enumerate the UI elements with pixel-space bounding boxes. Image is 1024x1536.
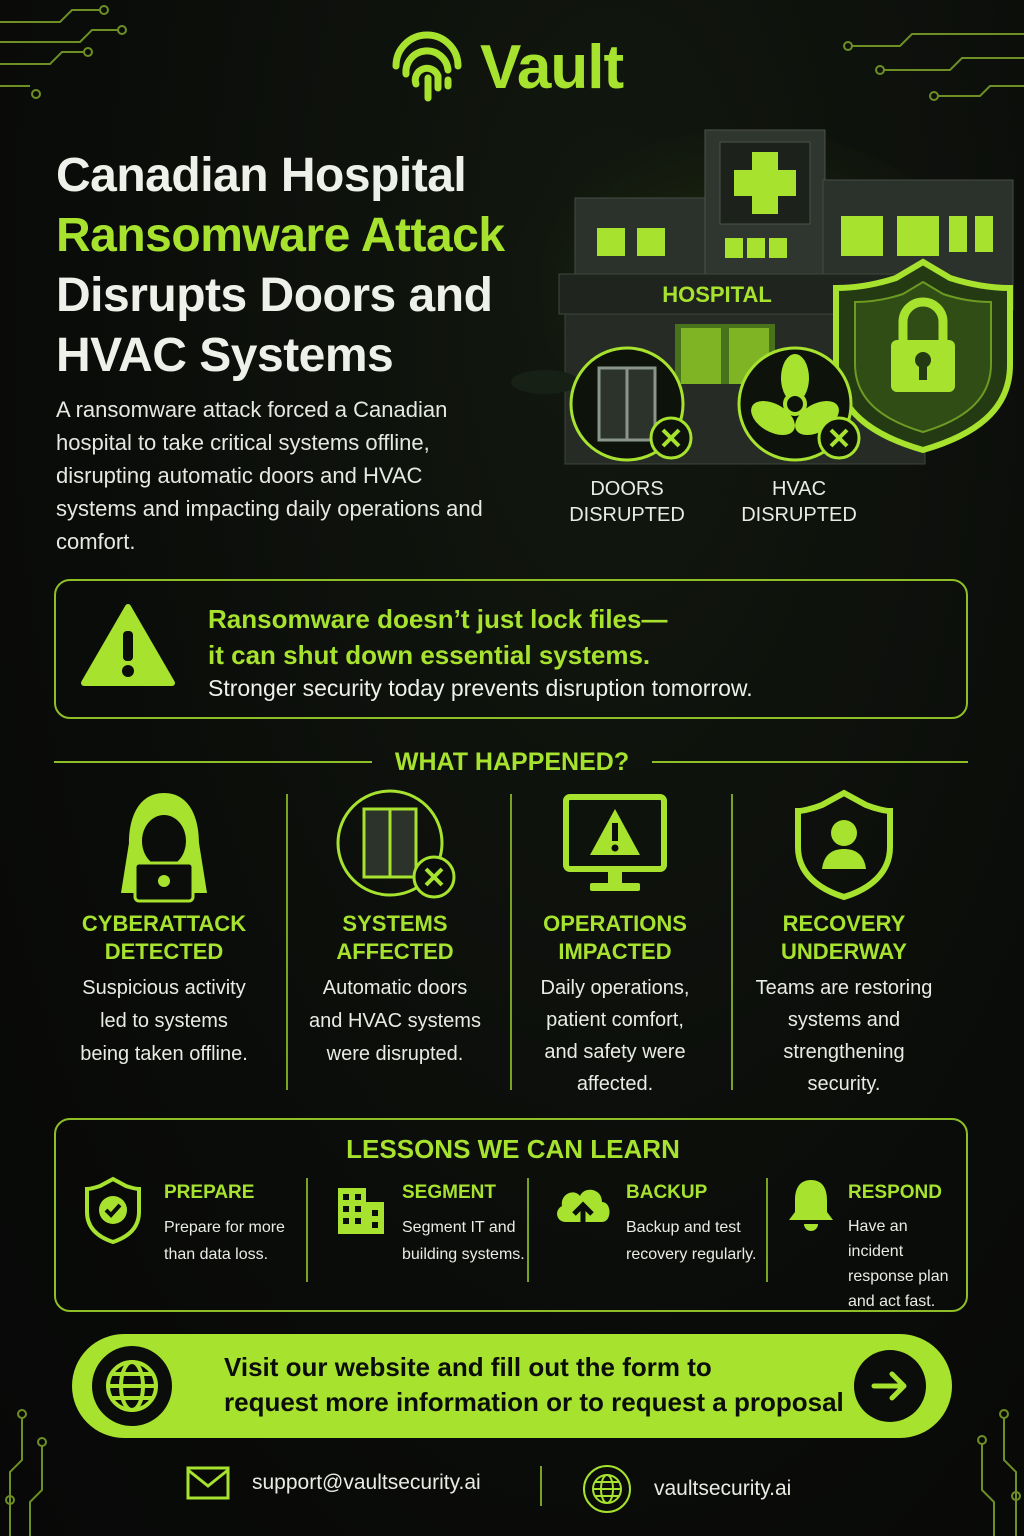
- cta-line-1: Visit our website and fill out the form to: [224, 1352, 712, 1382]
- step-cyberattack-detected: [54, 780, 274, 1071]
- step-operations-impacted: [505, 780, 725, 1100]
- building-icon: [336, 1186, 386, 1236]
- lesson-segment: [402, 1182, 525, 1268]
- lesson-prepare: [164, 1182, 285, 1268]
- doors-label-line-1: DOORS: [590, 478, 664, 500]
- step-text-line: affected.: [576, 1073, 654, 1095]
- lessons-box: [54, 1118, 968, 1312]
- step-text-line: were disrupted.: [326, 1043, 464, 1065]
- lesson-text-line: Backup and test: [626, 1219, 741, 1236]
- alert-subtext: Stronger security today prevents disruption tomorrow.: [208, 675, 753, 701]
- monitor-warning-icon: [560, 793, 670, 897]
- warning-icon: [80, 603, 176, 689]
- step-title-line: IMPACTED: [558, 939, 672, 964]
- lesson-text-line: building systems.: [402, 1246, 525, 1263]
- step-systems-affected: [285, 780, 505, 1071]
- hospital-illustration: [505, 120, 1024, 540]
- globe-icon: [90, 1344, 174, 1428]
- step-text-line: Daily operations,: [540, 977, 690, 999]
- lesson-divider: [527, 1178, 529, 1282]
- alert-heading-line-1: Ransomware doesn’t just lock files—: [208, 604, 668, 634]
- lesson-title: PREPARE: [164, 1182, 255, 1203]
- lesson-text-line: Have an incident: [848, 1218, 908, 1260]
- step-text-line: systems and: [787, 1009, 901, 1031]
- request-proposal-cta[interactable]: [72, 1334, 952, 1438]
- step-text-line: security.: [807, 1073, 881, 1095]
- step-text-line: and HVAC systems: [309, 1010, 481, 1032]
- doors-label-line-2: DISRUPTED: [569, 504, 685, 526]
- brand-logo[interactable]: [388, 28, 623, 106]
- step-text-line: Suspicious activity: [82, 977, 246, 999]
- door-blocked-icon: [330, 785, 460, 905]
- lesson-text-line: Prepare for more: [164, 1219, 285, 1236]
- ransomware-alert-box: [54, 579, 968, 719]
- footer-divider: [540, 1466, 542, 1506]
- lesson-title: RESPOND: [848, 1182, 942, 1203]
- hvac-label-line-1: HVAC: [771, 478, 827, 500]
- hvac-label-line-2: DISRUPTED: [741, 504, 857, 526]
- lesson-text-line: and act fast.: [848, 1293, 936, 1310]
- alert-heading-line-2: it can shut down essential systems.: [208, 640, 651, 670]
- circuit-decoration-top-right: [840, 20, 1024, 120]
- shield-person-icon: [794, 789, 894, 901]
- step-text-line: Teams are restoring: [755, 977, 933, 999]
- step-divider: [731, 794, 733, 1090]
- title-line-4: HVAC Systems: [56, 329, 394, 382]
- lesson-text-line: than data loss.: [164, 1246, 269, 1263]
- cloud-upload-icon: [552, 1182, 614, 1234]
- arrow-right-icon[interactable]: [854, 1350, 926, 1422]
- step-text-line: being taken offline.: [80, 1043, 248, 1065]
- lesson-backup: [626, 1182, 756, 1268]
- circuit-decoration-bottom-left: [0, 1400, 80, 1536]
- step-recovery-underway: [734, 780, 954, 1100]
- page-title: [56, 146, 576, 386]
- lesson-text-line: Segment IT and: [402, 1219, 516, 1236]
- lesson-respond: [848, 1182, 966, 1314]
- what-happened-title: WHAT HAPPENED?: [394, 748, 630, 776]
- footer-website[interactable]: [582, 1464, 791, 1514]
- title-line-1: Canadian Hospital: [56, 149, 467, 202]
- lessons-title: LESSONS WE CAN LEARN: [346, 1134, 680, 1164]
- shield-check-icon: [84, 1176, 142, 1244]
- lesson-title: BACKUP: [626, 1182, 708, 1203]
- step-text-line: patient comfort,: [546, 1009, 684, 1031]
- title-line-2: Ransomware Attack: [56, 209, 505, 262]
- step-text-line: strengthening: [783, 1041, 905, 1063]
- bell-icon: [786, 1176, 836, 1232]
- title-line-3: Disrupts Doors and: [56, 269, 493, 322]
- circuit-decoration-bottom-right: [944, 1400, 1024, 1536]
- website-link[interactable]: vaultsecurity.ai: [654, 1477, 792, 1500]
- lesson-text-line: recovery regularly.: [626, 1246, 757, 1263]
- step-title-line: RECOVERY: [782, 911, 906, 936]
- fingerprint-icon: [388, 28, 466, 106]
- lesson-divider: [766, 1178, 768, 1282]
- step-title-line: OPERATIONS: [543, 911, 687, 936]
- step-title-line: DETECTED: [104, 939, 224, 964]
- brand-name: Vault: [480, 32, 624, 102]
- footer-email[interactable]: [186, 1466, 481, 1500]
- intro-paragraph: A ransomware attack forced a Canadian hospital to take critical systems offline, disrupting automatic doors and HVAC systems and impacting daily operations and comfort.: [56, 397, 483, 554]
- step-title-line: CYBERATTACK: [81, 911, 247, 936]
- step-title-line: AFFECTED: [336, 939, 454, 964]
- doors-disrupted-label: [552, 476, 702, 528]
- step-text-line: led to systems: [100, 1010, 228, 1032]
- email-link[interactable]: support@vaultsecurity.ai: [252, 1471, 481, 1494]
- cta-text: [224, 1350, 864, 1420]
- mail-icon: [186, 1466, 230, 1500]
- lesson-title: SEGMENT: [402, 1182, 496, 1203]
- hospital-sign: HOSPITAL: [662, 282, 772, 307]
- step-title-line: UNDERWAY: [781, 939, 907, 964]
- lesson-divider: [306, 1178, 308, 1282]
- alert-heading: [208, 601, 667, 673]
- globe-icon: [582, 1464, 632, 1514]
- hacker-icon: [109, 787, 219, 903]
- circuit-decoration-top-left: [0, 0, 140, 110]
- step-text-line: Automatic doors: [322, 977, 468, 999]
- step-title-line: SYSTEMS: [342, 911, 448, 936]
- step-text-line: and safety were: [544, 1041, 686, 1063]
- lesson-text-line: response plan: [848, 1268, 949, 1285]
- cta-line-2: request more information or to request a proposal: [224, 1387, 844, 1417]
- hvac-disrupted-label: [724, 476, 874, 528]
